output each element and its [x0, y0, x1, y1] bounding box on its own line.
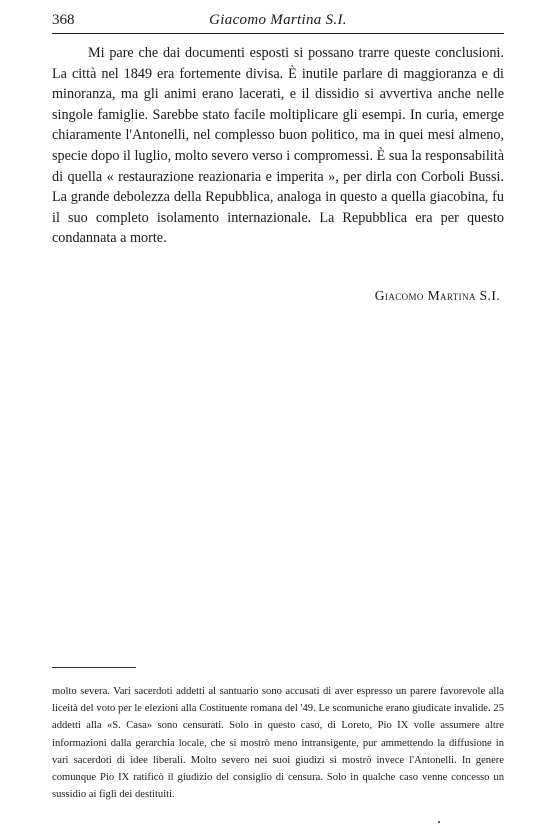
header-rule — [52, 33, 504, 34]
page-header — [52, 10, 504, 32]
page-number: 368 — [52, 12, 75, 28]
running-head: Giacomo Martina S.I. — [209, 12, 347, 28]
print-speck — [438, 821, 440, 823]
footnote-rule — [52, 667, 136, 668]
body-paragraph: Mi pare che dai documenti esposti si possano trarre queste conclusioni. La città nel 1849 era fortemente divisa. È inutile parlare di maggioranza e di minoranza, ma gli animi erano lacerati, e il dissidio si avvertiva anche nelle singole famiglie. Sarebbe stato facile moltiplicare gli esempi. In curia, emerge chiaramente l'Antonelli, nel complesso buon politico, ma in quei mesi almeno, specie dopo il luglio, molto severo verso i compromessi. È sua la responsabilità di quella « restaurazione reazionaria e imperita », per dirla con Corboli Bussi. La grande debolezza della Repubblica, analoga in questo a quella giacobina, fu il suo completo isolamento internazionale. La Repubblica era per questo condannata a morte. — [52, 45, 504, 247]
author-signature: Giacomo Martina S.I. — [374, 288, 500, 303]
footnote-text: molto severa. Vari sacerdoti addetti al santuario sono accusati di aver espresso un parere favorevole alla liceità del voto per le elezioni alla Costituente romana del '49. Le scomuniche erano giudicate invalide. 25 addetti alla «S. Casa» sono censurati. Solo in questo caso, di Loreto, Pio IX volle assumere altre informazioni dalla gerarchia locale, che si mostrò meno intransigente, pur ammettendo la diffusione in vari sacerdoti di idee liberali. Molto severo nei suoi giudizi si mostrò invece l'Antonelli. In genere comunque Pio IX ratificò il giudizio del consiglio di censura. Solo in qualche caso venne concesso un sussidio ai figli dei destituiti. — [52, 686, 504, 801]
